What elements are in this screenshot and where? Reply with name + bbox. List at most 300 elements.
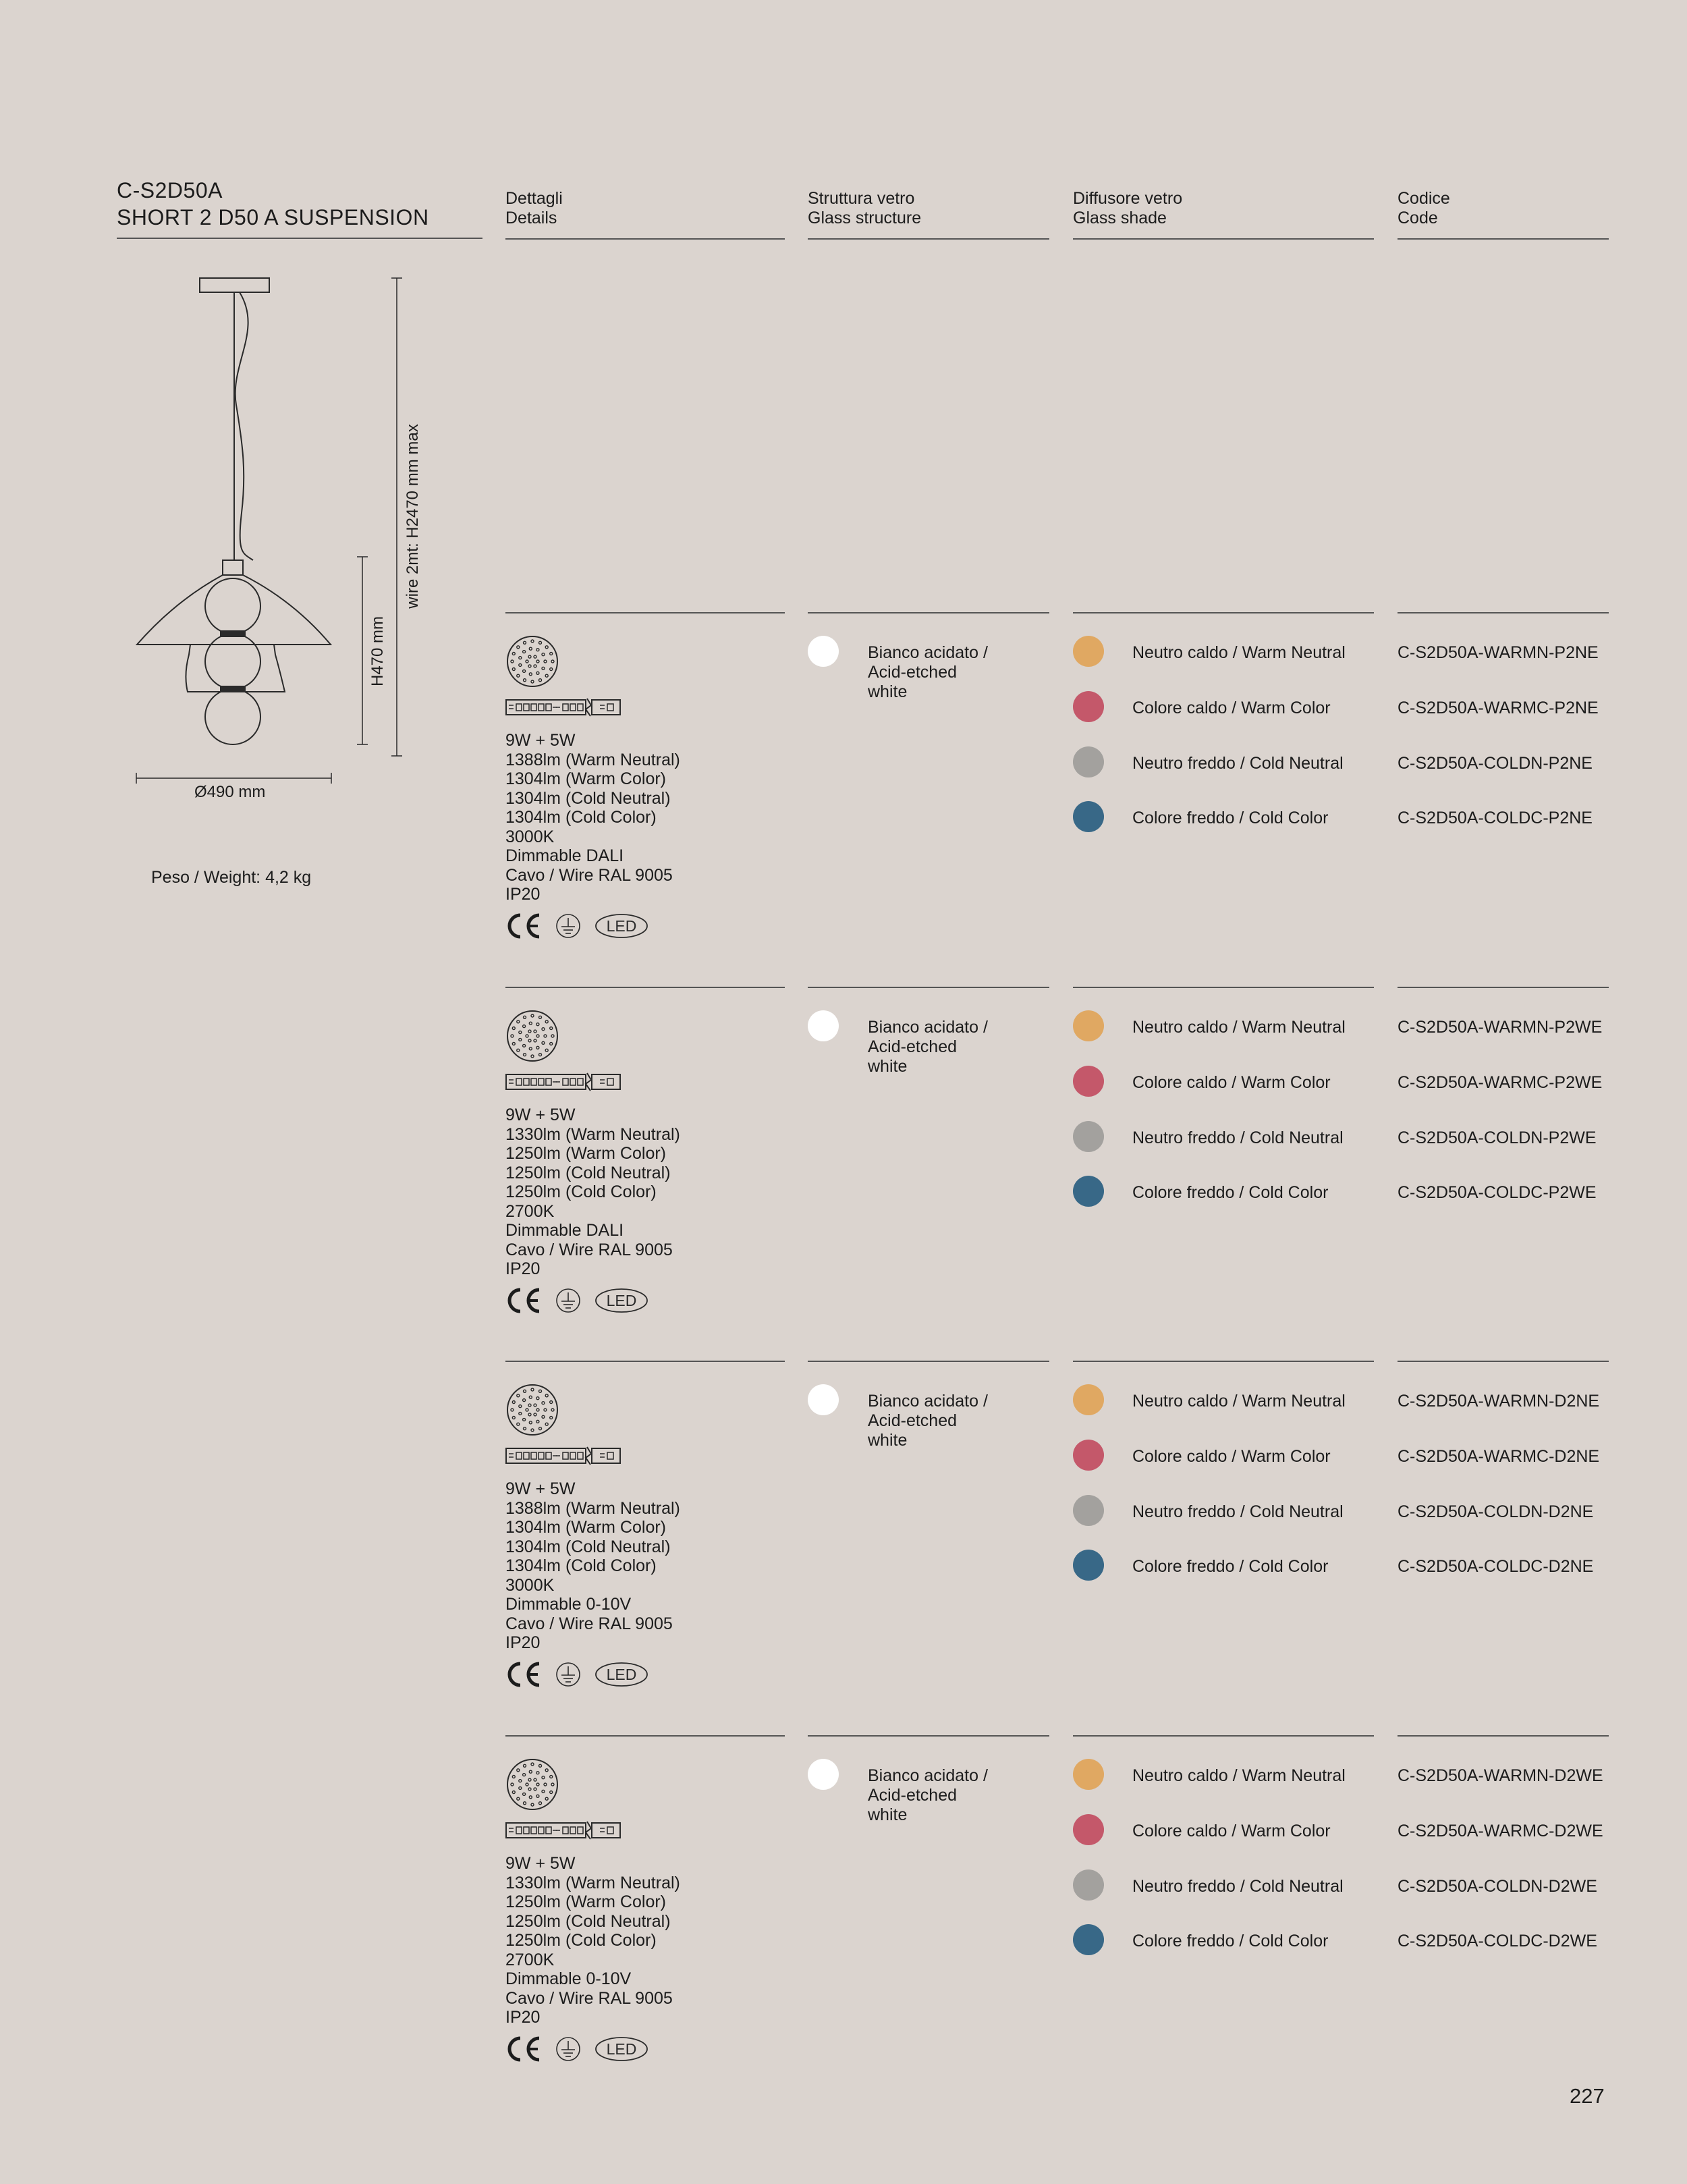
- shade-label: Neutro freddo / Cold Neutral: [1132, 754, 1344, 773]
- header-glass-structure-it: Struttura vetro: [808, 189, 915, 208]
- led-badge-icon: [594, 1287, 648, 1314]
- header-code-it: Codice: [1398, 189, 1450, 208]
- led-dot: [519, 657, 522, 659]
- strip-cell: [570, 1827, 576, 1834]
- strip-cell: [531, 704, 536, 711]
- row-divider: [808, 612, 1049, 613]
- header-divider-glass-shade: [1073, 238, 1374, 240]
- header-divider-details: [505, 238, 785, 240]
- led-dot: [542, 1776, 545, 1779]
- spec-line: Dimmable DALI: [505, 1221, 624, 1240]
- shade-label: Colore caldo / Warm Color: [1132, 1822, 1331, 1840]
- led-dot: [550, 1027, 553, 1030]
- strip-cell: [578, 1079, 583, 1085]
- led-dot: [534, 1788, 536, 1791]
- led-dot: [545, 1394, 548, 1397]
- product-variant-code: C-S2D50A-COLDC-P2NE: [1398, 809, 1593, 827]
- variant-row-4: [0, 1735, 1687, 2110]
- led-dot: [542, 1415, 545, 1418]
- led-dot: [536, 1397, 539, 1400]
- page-number: 227: [1570, 2084, 1605, 2108]
- led-dot: [523, 1418, 526, 1421]
- led-module-icon: [505, 1757, 559, 1811]
- strip-cell: [538, 1827, 544, 1834]
- led-dot: [542, 1041, 545, 1044]
- led-dot: [531, 640, 534, 643]
- shade-swatch: [1073, 1495, 1104, 1526]
- strip-cell: [538, 704, 544, 711]
- led-dot: [511, 660, 514, 663]
- row-divider: [1398, 1735, 1609, 1737]
- row-divider: [1073, 987, 1374, 988]
- spec-line: 1304lm (Cold Color): [505, 1556, 657, 1575]
- shade-label: Colore caldo / Warm Color: [1132, 1073, 1331, 1092]
- led-badge-text: LED: [606, 2040, 637, 2058]
- strip-cell: [531, 1079, 536, 1085]
- led-dot: [550, 1417, 553, 1419]
- strip-cell: [563, 1452, 568, 1459]
- spec-line: 1304lm (Warm Color): [505, 769, 667, 788]
- led-dot: [539, 1764, 542, 1767]
- led-module-icon: [505, 1383, 559, 1437]
- led-dot: [534, 655, 536, 658]
- spec-line: Dimmable 0-10V: [505, 1969, 632, 1988]
- shade-swatch: [1073, 801, 1104, 832]
- product-code: C-S2D50A: [117, 178, 223, 202]
- strip-cell: [531, 1452, 536, 1459]
- row-divider: [1073, 1361, 1374, 1362]
- spec-list: [505, 1479, 789, 1653]
- details-cell: [505, 634, 789, 939]
- spec-line: 1304lm (Cold Neutral): [505, 788, 671, 808]
- shade-label: Neutro caldo / Warm Neutral: [1132, 1766, 1346, 1785]
- led-dot: [536, 1046, 539, 1049]
- spec-line: 1250lm (Warm Color): [505, 1892, 667, 1911]
- strip-cell: [546, 1827, 551, 1834]
- led-dot: [519, 1405, 522, 1408]
- row-divider: [505, 987, 785, 988]
- strip-cell: [563, 704, 568, 711]
- led-dot: [517, 1394, 520, 1397]
- led-dot: [524, 1802, 526, 1805]
- spec-line: 2700K: [505, 1201, 555, 1221]
- spec-line: 1330lm (Warm Neutral): [505, 1873, 680, 1892]
- glass-structure-swatch: [808, 1759, 839, 1790]
- shade-label: Neutro freddo / Cold Neutral: [1132, 1877, 1344, 1896]
- led-dot: [545, 674, 548, 677]
- led-dot: [512, 1417, 515, 1419]
- glass-structure-swatch: [808, 1010, 839, 1041]
- weight-label: Peso / Weight: 4,2 kg: [151, 868, 312, 887]
- shade-label: Colore freddo / Cold Color: [1132, 809, 1329, 827]
- led-dot: [539, 1054, 542, 1056]
- product-variant-code: C-S2D50A-COLDN-P2WE: [1398, 1128, 1597, 1147]
- spec-line: Cavo / Wire RAL 9005: [505, 1614, 673, 1633]
- ce-mark-icon: [505, 1287, 542, 1314]
- led-dot: [551, 1783, 554, 1786]
- variant-row-3: [0, 1361, 1687, 1735]
- led-dot: [524, 1016, 526, 1018]
- led-dot: [512, 668, 515, 671]
- strip-cell: [570, 704, 576, 711]
- row-divider: [1073, 1735, 1374, 1737]
- spec-line: Cavo / Wire RAL 9005: [505, 865, 673, 885]
- led-dot: [519, 1031, 522, 1034]
- strip-cell: [516, 1452, 522, 1459]
- strip-cell: [578, 1452, 583, 1459]
- shade-label: Neutro caldo / Warm Neutral: [1132, 1018, 1346, 1037]
- led-module-icon: [505, 634, 559, 688]
- wire-length-label: wire 2mt: H2470 mm max: [404, 424, 422, 609]
- row-divider: [808, 1735, 1049, 1737]
- strip-cell: [563, 1079, 568, 1085]
- spec-line: Cavo / Wire RAL 9005: [505, 1988, 673, 2008]
- product-variant-code: C-S2D50A-WARMN-D2WE: [1398, 1766, 1603, 1785]
- spec-line: 3000K: [505, 1575, 555, 1595]
- led-dot: [544, 1409, 547, 1411]
- led-dot: [551, 660, 554, 663]
- shade-swatch: [1073, 1924, 1104, 1955]
- led-dot: [531, 1014, 534, 1017]
- led-dot: [523, 1793, 526, 1795]
- led-dot: [539, 1016, 542, 1018]
- led-dot: [528, 1039, 531, 1042]
- led-dot: [550, 1776, 553, 1778]
- header-glass-shade-it: Diffusore vetro: [1073, 189, 1183, 208]
- led-dot: [550, 1401, 553, 1404]
- led-dot: [550, 1791, 553, 1794]
- led-dot: [529, 673, 532, 676]
- led-dot: [512, 1401, 515, 1404]
- led-dot: [529, 1047, 532, 1050]
- spec-line: Dimmable DALI: [505, 846, 624, 865]
- glass-structure-label: Bianco acidato / Acid-etched white: [868, 1766, 988, 1824]
- led-module-icon: [505, 1009, 559, 1063]
- led-dot: [545, 1020, 548, 1023]
- led-dot: [524, 1390, 526, 1392]
- led-dot: [528, 1778, 531, 1781]
- header-details: [505, 189, 563, 228]
- strip-cell: [563, 1827, 568, 1834]
- shade-label: Colore caldo / Warm Color: [1132, 699, 1331, 717]
- led-dot: [536, 672, 539, 674]
- led-strip-icon: [505, 696, 621, 719]
- shade-label: Neutro caldo / Warm Neutral: [1132, 643, 1346, 662]
- led-dot: [531, 1429, 534, 1431]
- row-divider: [808, 1361, 1049, 1362]
- canopy-shape: [200, 278, 269, 292]
- led-dot: [511, 1035, 514, 1037]
- led-dot: [551, 1409, 554, 1411]
- product-variant-code: C-S2D50A-WARMN-D2NE: [1398, 1392, 1600, 1411]
- header-glass-shade: [1073, 189, 1182, 228]
- led-dot: [539, 1390, 542, 1392]
- led-strip-icon: [505, 1070, 621, 1093]
- led-dot: [512, 653, 515, 655]
- product-variant-code: C-S2D50A-WARMC-P2WE: [1398, 1073, 1603, 1092]
- spec-line: IP20: [505, 885, 541, 904]
- strip-cell: [516, 704, 522, 711]
- led-dot: [545, 646, 548, 649]
- strip-cell: [516, 1827, 522, 1834]
- led-dot: [539, 1427, 542, 1430]
- header-code: [1398, 189, 1450, 228]
- led-dot: [524, 1427, 526, 1430]
- spec-line: 1250lm (Cold Color): [505, 1182, 657, 1201]
- product-variant-code: C-S2D50A-COLDN-P2NE: [1398, 754, 1593, 773]
- led-dot: [536, 660, 539, 663]
- led-dot: [539, 641, 542, 644]
- spec-line: Dimmable 0-10V: [505, 1595, 632, 1614]
- spec-list: [505, 1854, 789, 2027]
- strip-cell: [578, 704, 583, 711]
- strip-cell: [524, 704, 529, 711]
- strip-cell: [524, 1827, 529, 1834]
- strip-cell: [538, 1079, 544, 1085]
- led-dot: [517, 1797, 520, 1800]
- spec-line: 1250lm (Cold Color): [505, 1931, 657, 1950]
- ground-symbol-icon: [555, 2036, 581, 2062]
- led-dot: [529, 1022, 532, 1025]
- glass-structure-label: Bianco acidato / Acid-etched white: [868, 643, 988, 701]
- led-dot: [528, 1413, 531, 1416]
- certification-icons: [505, 912, 789, 939]
- led-dot: [544, 1783, 547, 1786]
- certification-icons: [505, 1661, 789, 1688]
- led-strip-icon: [505, 1444, 621, 1467]
- led-dot: [528, 1030, 531, 1033]
- glass-structure-label: Bianco acidato / Acid-etched white: [868, 1018, 988, 1076]
- spec-line: 2700K: [505, 1950, 555, 1969]
- height-label: H470 mm: [368, 616, 387, 687]
- strip-cell: [546, 1079, 551, 1085]
- led-dot: [519, 1780, 522, 1782]
- row-divider: [505, 612, 785, 613]
- led-dot: [512, 1027, 515, 1030]
- spec-line: 1388lm (Warm Neutral): [505, 750, 680, 769]
- spec-line: IP20: [505, 2008, 541, 2027]
- ce-mark-icon: [505, 1661, 542, 1688]
- product-variant-code: C-S2D50A-COLDN-D2WE: [1398, 1877, 1597, 1896]
- led-dot: [534, 1039, 536, 1042]
- led-dot: [536, 1023, 539, 1026]
- led-badge-icon: [594, 1661, 648, 1688]
- header-glass-shade-en: Glass shade: [1073, 209, 1167, 227]
- product-variant-code: C-S2D50A-WARMN-P2WE: [1398, 1018, 1603, 1037]
- led-dot: [528, 1404, 531, 1407]
- led-dot: [550, 668, 553, 671]
- shade-label: Colore freddo / Cold Color: [1132, 1932, 1329, 1950]
- led-dot: [512, 1791, 515, 1794]
- led-dot: [523, 1399, 526, 1402]
- shade-swatch: [1073, 1814, 1104, 1845]
- row-divider: [505, 1735, 785, 1737]
- led-dot: [511, 1409, 514, 1411]
- led-dot: [536, 1772, 539, 1774]
- led-badge-text: LED: [606, 917, 637, 935]
- shade-swatch: [1073, 1066, 1104, 1097]
- led-dot: [519, 1786, 522, 1789]
- led-dot: [550, 1043, 553, 1045]
- led-dot: [542, 1028, 545, 1031]
- diameter-label: Ø490 mm: [194, 783, 266, 801]
- led-badge-text: LED: [606, 1665, 637, 1683]
- led-dot: [528, 665, 531, 667]
- led-dot: [534, 665, 536, 667]
- spec-line: 9W + 5W: [505, 1479, 576, 1498]
- variant-row-2: [0, 987, 1687, 1361]
- glass-structure-label: Bianco acidato / Acid-etched white: [868, 1392, 988, 1450]
- spec-line: 9W + 5W: [505, 731, 576, 750]
- led-dot: [524, 641, 526, 644]
- led-dot: [542, 1402, 545, 1404]
- led-dot: [536, 649, 539, 651]
- strip-cell: [546, 704, 551, 711]
- led-dot: [545, 1797, 548, 1800]
- led-dot: [519, 663, 522, 666]
- spec-line: 1388lm (Warm Neutral): [505, 1498, 680, 1518]
- header-glass-structure-en: Glass structure: [808, 209, 922, 227]
- shade-swatch: [1073, 1010, 1104, 1041]
- led-dot: [519, 1038, 522, 1041]
- led-dot: [523, 1774, 526, 1776]
- led-dot: [511, 1783, 514, 1786]
- led-dot: [534, 1413, 536, 1416]
- led-dot: [517, 1049, 520, 1052]
- spec-line: 1250lm (Cold Neutral): [505, 1163, 671, 1182]
- shade-swatch: [1073, 1384, 1104, 1415]
- spec-list: [505, 1105, 789, 1279]
- led-dot: [519, 1412, 522, 1415]
- product-title-block: [117, 177, 482, 231]
- ce-mark-icon: [505, 2036, 542, 2063]
- led-dot: [529, 1396, 532, 1398]
- led-badge-icon: [594, 912, 648, 939]
- spec-line: 1304lm (Warm Color): [505, 1518, 667, 1537]
- details-cell: [505, 1009, 789, 1314]
- shade-swatch: [1073, 636, 1104, 667]
- row-divider: [505, 1361, 785, 1362]
- strip-cell: [570, 1452, 576, 1459]
- led-dot: [542, 667, 545, 670]
- led-dot: [517, 1020, 520, 1023]
- led-dot: [545, 1423, 548, 1425]
- title-divider: [117, 238, 482, 239]
- spec-line: IP20: [505, 1633, 541, 1652]
- glass-structure-swatch: [808, 636, 839, 667]
- led-dot: [526, 1409, 528, 1411]
- spec-line: 1250lm (Warm Color): [505, 1144, 667, 1163]
- led-badge-text: LED: [606, 1291, 637, 1309]
- product-variant-code: C-S2D50A-COLDC-D2NE: [1398, 1557, 1594, 1576]
- led-dot: [524, 1764, 526, 1767]
- product-variant-code: C-S2D50A-WARMC-D2NE: [1398, 1447, 1600, 1466]
- led-dot: [536, 1783, 539, 1786]
- ce-mark-icon: [505, 912, 542, 939]
- strip-cell: [538, 1452, 544, 1459]
- led-dot: [517, 646, 520, 649]
- led-dot: [534, 1030, 536, 1033]
- shade-label: Colore caldo / Warm Color: [1132, 1447, 1331, 1466]
- led-dot: [542, 1790, 545, 1793]
- product-variant-code: C-S2D50A-WARMC-P2NE: [1398, 699, 1599, 717]
- product-name: SHORT 2 D50 A SUSPENSION: [117, 205, 429, 229]
- led-dot: [524, 679, 526, 682]
- led-dot: [517, 674, 520, 677]
- row-divider: [1073, 612, 1374, 613]
- glass-structure-swatch: [808, 1384, 839, 1415]
- ground-symbol-icon: [555, 1662, 581, 1687]
- shade-label: Neutro freddo / Cold Neutral: [1132, 1502, 1344, 1521]
- led-dot: [531, 1055, 534, 1058]
- led-dot: [536, 1420, 539, 1423]
- row-divider: [1398, 987, 1609, 988]
- shade-swatch: [1073, 1869, 1104, 1901]
- led-dot: [551, 1035, 554, 1037]
- spec-line: IP20: [505, 1259, 541, 1278]
- shade-swatch: [1073, 1550, 1104, 1581]
- strip-cell: [578, 1827, 583, 1834]
- led-dot: [529, 647, 532, 650]
- led-dot: [523, 1025, 526, 1028]
- row-divider: [1398, 1361, 1609, 1362]
- shade-label: Colore freddo / Cold Color: [1132, 1557, 1329, 1576]
- details-cell: [505, 1757, 789, 2063]
- strip-cell: [570, 1079, 576, 1085]
- shade-swatch: [1073, 691, 1104, 722]
- product-variant-code: C-S2D50A-WARMN-P2NE: [1398, 643, 1599, 662]
- led-dot: [517, 1769, 520, 1772]
- led-dot: [529, 1770, 532, 1773]
- strip-cell: [524, 1079, 529, 1085]
- spec-line: 9W + 5W: [505, 1854, 576, 1873]
- product-variant-code: C-S2D50A-COLDC-P2WE: [1398, 1183, 1597, 1202]
- led-dot: [528, 1788, 531, 1791]
- header-glass-structure: [808, 189, 921, 228]
- certification-icons: [505, 2036, 789, 2063]
- led-dot: [512, 1043, 515, 1045]
- product-variant-code: C-S2D50A-COLDN-D2NE: [1398, 1502, 1594, 1521]
- led-dot: [534, 1778, 536, 1781]
- spec-line: 3000K: [505, 827, 555, 846]
- header-details-en: Details: [505, 209, 557, 227]
- led-dot: [544, 660, 547, 663]
- led-dot: [526, 660, 528, 663]
- led-dot: [536, 1795, 539, 1797]
- header-divider-code: [1398, 238, 1609, 240]
- header-code-en: Code: [1398, 209, 1438, 227]
- spec-line: 1250lm (Cold Neutral): [505, 1911, 671, 1931]
- led-dot: [550, 653, 553, 655]
- strip-cell: [516, 1079, 522, 1085]
- led-dot: [526, 1035, 528, 1037]
- led-dot: [544, 1035, 547, 1037]
- led-dot: [542, 653, 545, 656]
- row-divider: [1398, 612, 1609, 613]
- led-dot: [531, 1803, 534, 1806]
- variant-row-1: [0, 612, 1687, 987]
- ground-symbol-icon: [555, 1288, 581, 1313]
- shade-label: Colore freddo / Cold Color: [1132, 1183, 1329, 1202]
- shade-swatch: [1073, 1440, 1104, 1471]
- led-dot: [539, 679, 542, 682]
- led-dot: [545, 1769, 548, 1772]
- ground-symbol-icon: [555, 913, 581, 939]
- spec-line: 1304lm (Cold Neutral): [505, 1537, 671, 1556]
- spec-list: [505, 731, 789, 904]
- shade-swatch: [1073, 1121, 1104, 1152]
- spec-line: 1304lm (Cold Color): [505, 808, 657, 827]
